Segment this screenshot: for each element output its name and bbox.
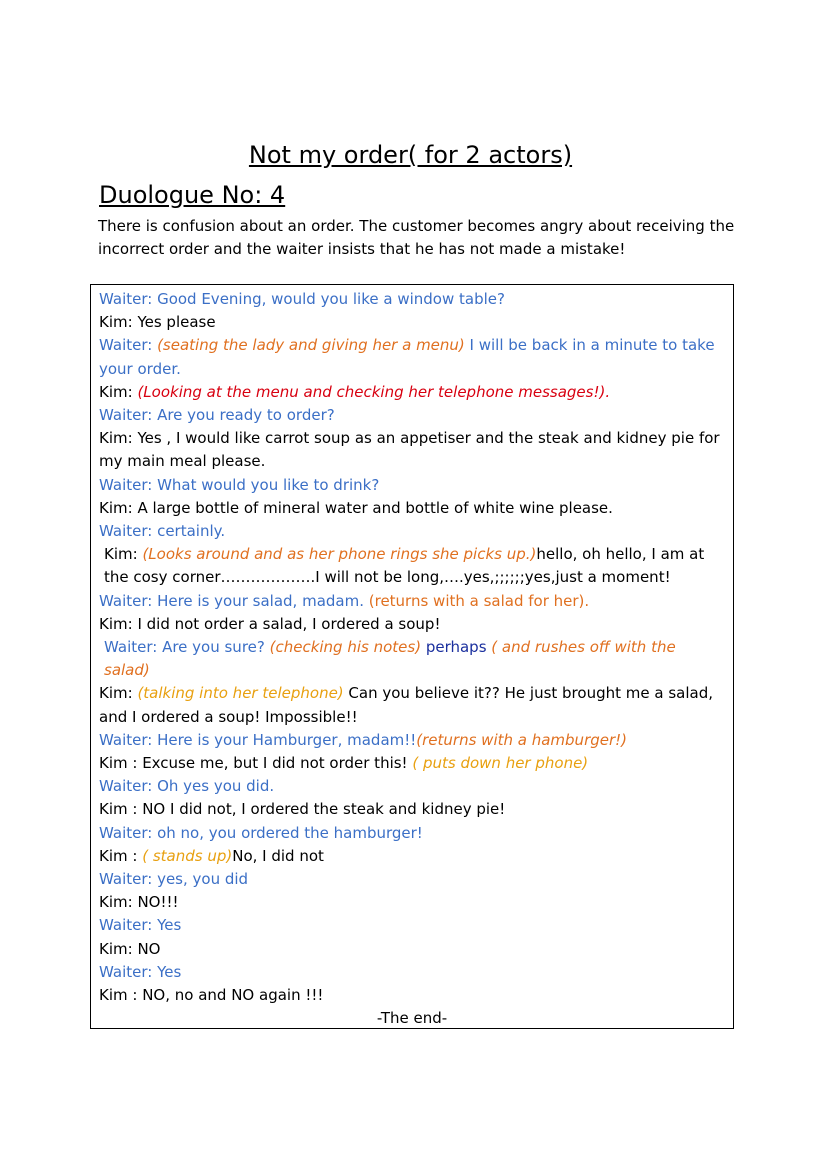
stage-direction: ( stands up) xyxy=(142,846,233,865)
dialogue-line: Kim: NO!!! xyxy=(99,893,179,912)
dialogue-line: Kim: Yes please xyxy=(99,313,216,332)
dialogue-line xyxy=(99,845,725,868)
stage-direction: (returns with a salad for her). xyxy=(368,591,590,610)
speaker-text: Waiter: Here is your Hamburger, madam!! xyxy=(99,730,417,749)
dialogue-line: Waiter: oh no, you ordered the hamburger! xyxy=(99,823,423,842)
dialogue-line xyxy=(99,543,725,589)
speaker-text: Waiter: Are you sure? xyxy=(104,638,270,657)
speaker-text: No, I did not xyxy=(232,846,324,865)
dialogue-line xyxy=(99,381,725,404)
dialogue-line xyxy=(99,636,725,682)
stage-direction: (returns with a hamburger!) xyxy=(416,730,628,749)
speaker-text: hello, oh hello, I am at the cosy corner……………….I will not be long,….yes,;;;;;;yes,just a moment! xyxy=(104,545,705,587)
stage-direction: (Looking at the menu and checking her telephone messages!). xyxy=(137,382,611,401)
dialogue-line: Kim: Yes , I would like carrot soup as an appetiser and the steak and kidney pie for my main meal please. xyxy=(99,429,720,471)
dialogue-line xyxy=(99,752,725,775)
speaker-text: Kim : Excuse me, but I did not order this! xyxy=(99,754,413,773)
page-title: Not my order( for 2 actors) xyxy=(248,141,573,169)
dialogue-line: Kim: NO xyxy=(99,939,161,958)
dialogue-line: Kim: I did not order a salad, I ordered a soup! xyxy=(99,614,441,633)
speaker-text: Waiter: Here is your salad, madam. xyxy=(99,591,369,610)
stage-direction: ( puts down her phone) xyxy=(412,754,589,773)
dialogue-line: Kim: A large bottle of mineral water and bottle of white wine please. xyxy=(99,498,613,517)
stage-direction: (talking into her telephone) xyxy=(137,684,344,703)
speaker-text: Kim: xyxy=(99,684,138,703)
dialogue-line xyxy=(99,590,725,613)
speaker-text: Kim: xyxy=(104,545,143,564)
dialogue-line: Waiter: yes, you did xyxy=(99,870,249,889)
dialogue-line: Waiter: Yes xyxy=(99,916,182,935)
dialogue-line: Waiter: What would you like to drink? xyxy=(99,475,380,494)
speaker-text: Kim: xyxy=(99,382,138,401)
dialogue-line: Waiter: Are you ready to order? xyxy=(99,406,335,425)
intro-text: There is confusion about an order. The customer becomes angry about receiving the incorrect order and the waiter insists that he has not made a mistake! xyxy=(98,217,735,258)
duologue-number: Duologue No: 4 xyxy=(99,181,286,209)
stage-direction: (checking his notes) xyxy=(269,638,422,657)
dialogue-line: Waiter: Good Evening, would you like a window table? xyxy=(99,290,505,308)
speaker-text: Waiter: xyxy=(99,336,158,355)
speaker-text: Kim : xyxy=(99,846,143,865)
stage-direction: ( and rushes off with the salad) xyxy=(104,638,676,680)
dialogue-line xyxy=(99,682,725,728)
dialogue-line: Waiter: certainly. xyxy=(99,522,226,541)
dialogue-line: Kim : NO, no and NO again !!! xyxy=(99,986,324,1005)
dialogue-line: Waiter: Yes xyxy=(99,962,182,981)
stage-direction: (Looks around and as her phone rings she picks up.) xyxy=(142,545,537,564)
stage-direction: (seating the lady and giving her a menu) xyxy=(157,336,465,355)
dialogue-box xyxy=(90,284,734,1029)
end-marker: -The end- xyxy=(376,1009,448,1028)
speaker-text: I will be back in a minute to take your order. xyxy=(99,336,715,378)
dialogue-line: Waiter: Oh yes you did. xyxy=(99,777,275,796)
dialogue-line xyxy=(99,729,725,752)
speaker-text: perhaps xyxy=(421,638,487,657)
speaker-text: Can you believe it?? He just brought me a salad, and I ordered a soup! Impossible!! xyxy=(99,684,713,726)
dialogue-line xyxy=(99,334,725,380)
dialogue-line: Kim : NO I did not, I ordered the steak and kidney pie! xyxy=(99,800,506,819)
